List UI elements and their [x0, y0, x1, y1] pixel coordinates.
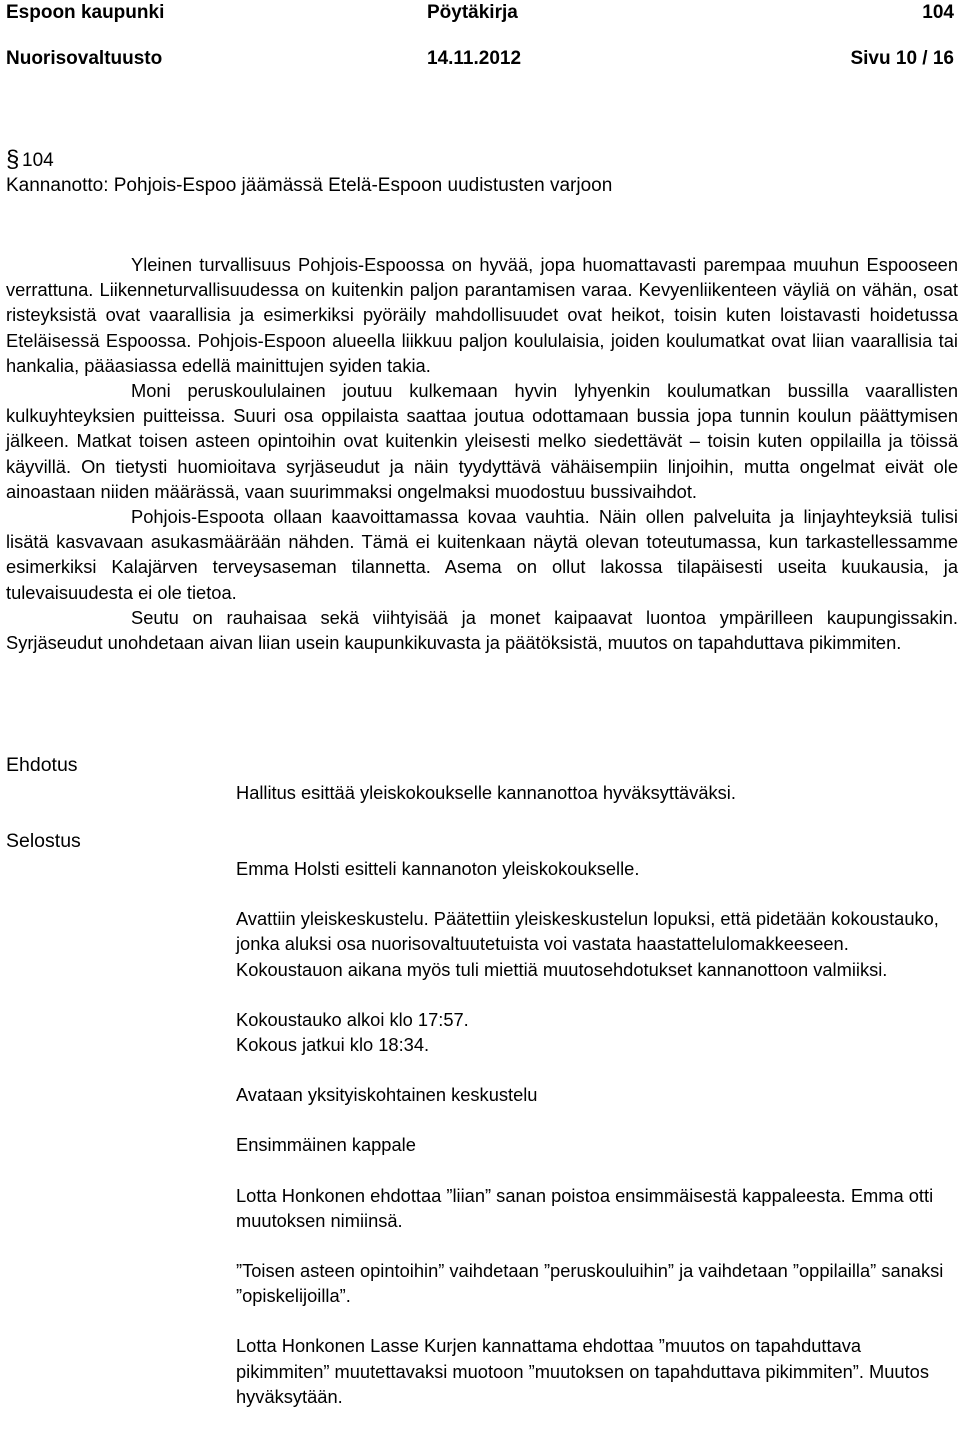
ehdotus-text	[236, 780, 951, 805]
selostus-item: Lotta Honkonen ehdottaa ”liian” sanan poistoa ensimmäisestä kappaleesta. Emma otti muutoksen nimiinsä.	[236, 1184, 934, 1231]
selostus-item: ”Toisen asteen opintoihin” vaihdetaan ”peruskouluihin” ja vaihdetaan ”oppilailla” sanaksi ”opiskelijoilla”.	[236, 1260, 944, 1307]
paragraph: Seutu on rauhaisaa sekä viihtyisää ja monet kaipaavat luontoa ympärilleen kaupungissakin. Syrjäseudut unohdetaan aivan liian usein kaupunkikuvasta ja päätöksistä, muutos on tapahduttava pikimmiten.	[6, 606, 958, 654]
selostus-text	[236, 856, 951, 1409]
proposal-text: Hallitus esittää yleiskokoukselle kannanottoa hyväksyttäväksi.	[236, 782, 736, 803]
page-indicator: Sivu 10 / 16	[850, 48, 954, 69]
selostus-label: Selostus	[6, 830, 81, 852]
selostus-item: Kokous jatkui klo 18:34.	[236, 1034, 430, 1056]
paragraph: Yleinen turvallisuus Pohjois-Espoossa on hyvää, jopa huomattavasti parempaa muuhun Espooseen verrattuna. Liikenneturvallisuudessa on kuitenkin paljon parantamisen varaa. Kevyenliikenteen väyliä on vähän, osat risteyksistä ovat vaarallisia ja esimerkiksi pyöräily mahdollisuudet ovat heikot, toisin kuten loistavasti hoidetussa Eteläisessä Espoossa. Pohjois-Espoon alueella liikkuu paljon koululaisia, joiden koulumatkat ovat liian vaarallisia tai hankalia, pääasiassa edellä mainittujen syiden takia.	[6, 254, 958, 376]
document-type: Pöytäkirja	[427, 2, 518, 23]
paragraph: Pohjois-Espoota ollaan kaavoittamassa kovaa vauhtia. Näin ollen palveluita ja linjayhteyksiä tulisi lisätä kasvavaan asukasmäärään nähden. Tämä ei kuitenkaan näytä olevan toteutumassa, kun tarkastellessamme esimerkiksi Kalajärven terveysaseman tilannetta. Asema on ollut lakossa tilapäisesti useita kuukausia, ja tulevaisuudesta ei ole tietoa.	[6, 506, 958, 603]
paragraph: Moni peruskoululainen joutuu kulkemaan hyvin lyhyenkin koulumatkan bussilla vaarallisten kulkuyhteyksien puitteissa. Suuri osa oppilaista saattaa joutua odottamaan bussia jopa tunnin koulun päättymisen jälkeen. Matkat toisen asteen opintoihin ovat kuitenkin yleisesti melko siedettävät – toisin kuten oppilailla ja töissä käyvillä. On tietysti huomioitava syrjäseudut ja näin tyydyttävä vähäisempiin linjoihin, mutta ongelmat eivät ole ainoastaan niiden määrässä, vaan suurimmaksi ongelmaksi muodostuu bussivaihdot.	[6, 380, 958, 502]
selostus-item: Lotta Honkonen Lasse Kurjen kannattama ehdottaa ”muutos on tapahduttava pikimmiten” muutettavaksi muotoon ”muutoksen on tapahduttava pikimmiten”. Muutos hyväksytään.	[236, 1335, 929, 1407]
section-sign: §	[6, 146, 20, 173]
section-number: 104	[22, 150, 54, 171]
selostus-item: Emma Holsti esitteli kannanoton yleiskokoukselle.	[236, 858, 640, 879]
department: Nuorisovaltuusto	[6, 48, 163, 69]
org-name: Espoon kaupunki	[6, 2, 165, 23]
meeting-date: 14.11.2012	[427, 48, 522, 69]
selostus-item: Avattiin yleiskeskustelu. Päätettiin yleiskeskustelun lopuksi, että pidetään kokoustauko, jonka aluksi osa nuorisovaltuutetuista voi vastata haastattelulomakkeeseen. Kokoustauon aikana myös tuli miettiä muutosehdotukset kannanottoon valmiiksi.	[236, 908, 939, 980]
selostus-item: Avataan yksityiskohtainen keskustelu	[236, 1084, 538, 1106]
selostus-item: Kokoustauko alkoi klo 17:57.	[236, 1008, 469, 1030]
ehdotus-label: Ehdotus	[6, 754, 78, 776]
section-title: Kannanotto: Pohjois-Espoo jäämässä Etelä-Espoon uudistusten varjoon	[6, 175, 613, 196]
selostus-item: Ensimmäinen kappale	[236, 1134, 416, 1156]
item-number: 104	[922, 2, 954, 23]
statement-body	[6, 252, 958, 655]
